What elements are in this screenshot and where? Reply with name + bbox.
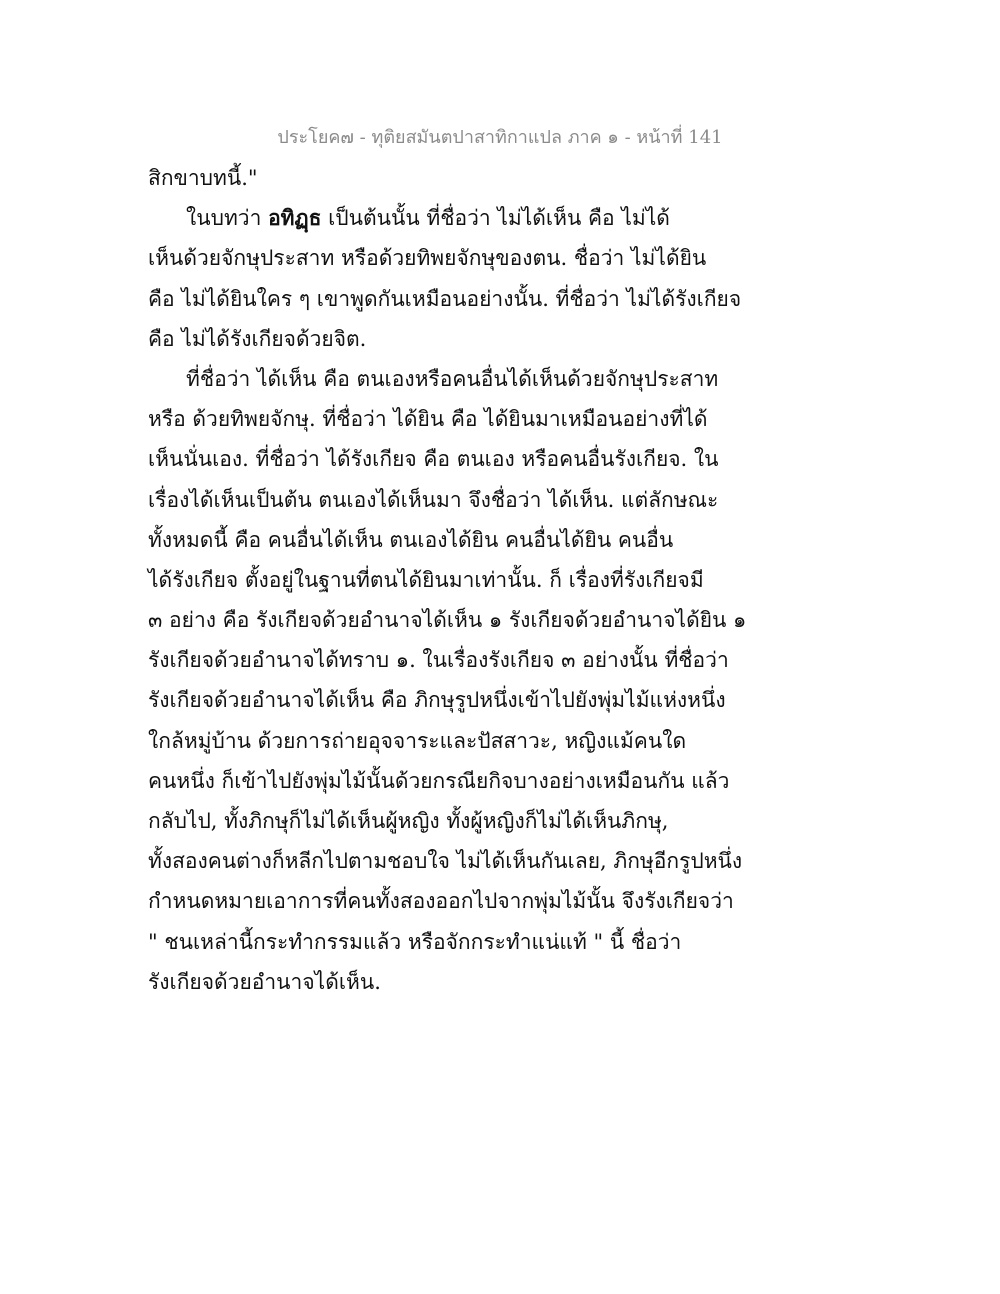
text-line: ทั้งสองคนต่างก็หลีกไปตามชอบใจ ไม่ได้เห็นกันเลย, ภิกษุอีกรูปหนึ่ง [148, 849, 743, 874]
text-line: เห็นด้วยจักษุประสาท หรือด้วยทิพยจักษุของตน. ชื่อว่า ไม่ได้ยิน [148, 246, 707, 271]
text-line: กำหนดหมายเอาการที่คนทั้งสองออกไปจากพุ่มไม้นั้น จึงรังเกียจว่า [148, 889, 734, 914]
text-line: รังเกียจด้วยอำนาจได้เห็น คือ ภิกษุรูปหนึ่งเข้าไปยังพุ่มไม้แห่งหนึ่ง [148, 688, 726, 713]
paragraph-2 [148, 198, 742, 359]
paragraph-1 [148, 158, 708, 198]
text-line: คือ ไม่ได้ยินใคร ๆ เขาพูดกันเหมือนอย่างนั้น. ที่ชื่อว่า ไม่ได้รังเกียจ [148, 286, 742, 311]
text-line: หรือ ด้วยทิพยจักษุ. ที่ชื่อว่า ได้ยิน คือ ได้ยินมาเหมือนอย่างที่ได้ [148, 407, 708, 432]
text-line: รังเกียจด้วยอำนาจได้เห็น. [148, 969, 381, 994]
text-line: เห็นนั่นเอง. ที่ชื่อว่า ได้รังเกียจ คือ ตนเอง หรือคนอื่นรังเกียจ. ใน [148, 447, 719, 472]
text-line: ได้รังเกียจ ตั้งอยู่ในฐานที่ตนได้ยินมาเท่านั้น. ก็ เรื่องที่รังเกียจมี [148, 567, 704, 592]
text-line: " ชนเหล่านี้กระทำกรรมแล้ว หรือจักกระทำแน่แท้ " นี้ ชื่อว่า [148, 929, 682, 954]
paragraph-3 [148, 359, 747, 1002]
text-line [148, 198, 708, 238]
page-header: ประโยค๗ - ทุติยสมันตปาสาทิกาแปล ภาค ๑ - หน้าที่ 141 [277, 127, 723, 148]
text-line: ทั้งหมดนี้ คือ คนอื่นได้เห็น ตนเองได้ยิน คนอื่นได้ยิน คนอื่น [148, 527, 674, 552]
body-text [148, 158, 747, 1002]
text-line: เรื่องได้เห็นเป็นต้น ตนเองได้เห็นมา จึงชื่อว่า ได้เห็น. แต่ลักษณะ [148, 487, 719, 512]
text-line: รังเกียจด้วยอำนาจได้ทราบ ๑. ในเรื่องรังเกียจ ๓ อย่างนั้น ที่ชื่อว่า [148, 648, 729, 673]
text-line: กลับไป, ทั้งภิกษุก็ไม่ได้เห็นผู้หญิง ทั้งผู้หญิงก็ไม่ได้เห็นภิกษุ, [148, 809, 669, 833]
text-line: คนหนึ่ง ก็เข้าไปยังพุ่มไม้นั้นด้วยกรณียกิจบางอย่างเหมือนกัน แล้ว [148, 768, 730, 793]
bold-term: อทิฏฺธ [268, 205, 322, 231]
text-line: คือ ไม่ได้รังเกียจด้วยจิต. [148, 326, 367, 351]
text-segment: เป็นต้นนั้น ที่ชื่อว่า ไม่ได้เห็น คือ ไม่ได้ [321, 206, 670, 231]
text-line: ที่ชื่อว่า ได้เห็น คือ ตนเองหรือคนอื่นได้เห็นด้วยจักษุประสาท [186, 366, 719, 391]
text-segment: ในบทว่า [186, 206, 262, 231]
text-line: สิกขาบทนี้." [148, 166, 258, 190]
text-line: ๓ อย่าง คือ รังเกียจด้วยอำนาจได้เห็น ๑ รังเกียจด้วยอำนาจได้ยิน ๑ [148, 608, 747, 633]
text-line: ใกล้หมู่บ้าน ด้วยการถ่ายอุจจาระและปัสสาวะ, หญิงแม้คนใด [148, 728, 687, 753]
